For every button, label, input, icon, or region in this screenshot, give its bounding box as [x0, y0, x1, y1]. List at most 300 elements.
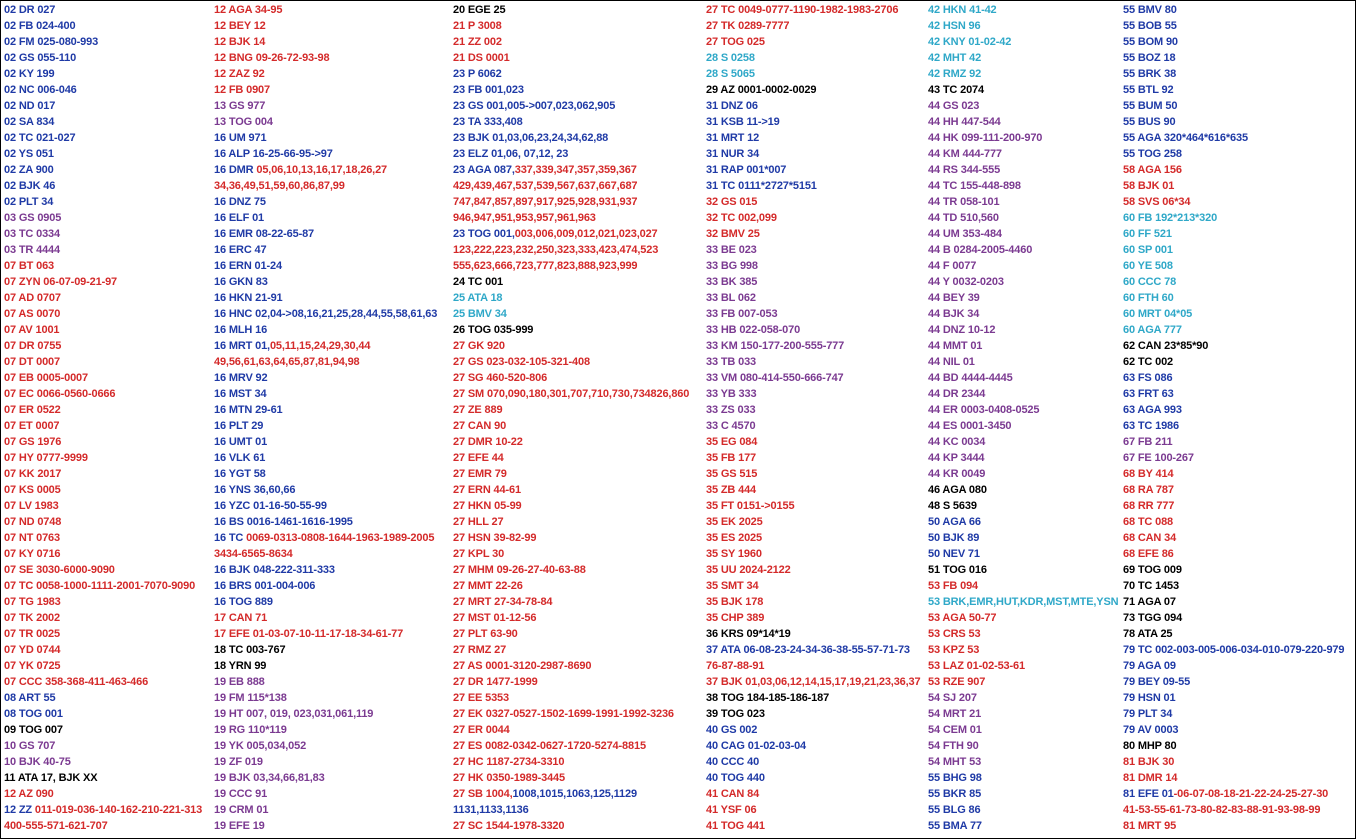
plate-text: 41-53-55-61-73-80-82-83-88-91-93-98-99: [1123, 804, 1321, 816]
plate-text: 3434-6565-8634: [214, 548, 293, 560]
plate-text: 07 ER 0522: [4, 404, 61, 416]
plate-text: 19 BJK 03,34,66,81,83: [214, 772, 325, 784]
plate-entry: [1123, 546, 1344, 562]
plate-entry: [1123, 338, 1344, 354]
plate-text: 02 FB 024-400: [4, 20, 76, 32]
plate-entry: [214, 434, 437, 450]
plate-entry: [214, 738, 437, 754]
plate-entry: [4, 98, 202, 114]
plate-text: 27 EE 5353: [453, 692, 509, 704]
plate-text: 23 BJK 01,03,06,23,24,34,62,88: [453, 132, 609, 144]
plate-entry: [4, 66, 202, 82]
plate-entry: [4, 354, 202, 370]
plate-entry: [1123, 194, 1344, 210]
plate-entry: [928, 370, 1118, 386]
plate-entry: [214, 146, 437, 162]
plate-entry: [4, 34, 202, 50]
plate-entry: [1123, 754, 1344, 770]
plate-text: 44 KP 3444: [928, 452, 985, 464]
plate-text: 44 UM 353-484: [928, 228, 1002, 240]
plate-text: 62 TC 002: [1123, 356, 1174, 368]
plate-text: 53 RZE 907: [928, 676, 986, 688]
plate-text: 63 AGA 993: [1123, 404, 1182, 416]
plate-text: 07 YK 0725: [4, 660, 61, 672]
plate-text: 35 GS 515: [706, 468, 758, 480]
plate-text: 07 ET 0007: [4, 420, 60, 432]
plate-text: 13 TOG 004: [214, 116, 273, 128]
plate-entry: [4, 754, 202, 770]
plate-entry: [214, 722, 437, 738]
plate-entry: [706, 98, 921, 114]
plate-text: 27 MHM 09-26-27-40-63-88: [453, 564, 586, 576]
plate-text: 19 ZF 019: [214, 756, 263, 768]
plate-text: 12 ZZ: [4, 804, 35, 816]
plate-text: 63 TC 1986: [1123, 420, 1179, 432]
plate-text: 55 BRK 38: [1123, 68, 1177, 80]
plate-entry: [214, 306, 437, 322]
plate-text: 05,06,10,13,16,17,18,26,27: [256, 164, 388, 176]
plate-entry: [4, 466, 202, 482]
plate-text: 23 ELZ 01,06, 07,12, 23: [453, 148, 569, 160]
plate-text: 44 HH 447-544: [928, 116, 1001, 128]
plate-entry: [706, 370, 921, 386]
plate-entry: [706, 18, 921, 34]
plate-entry: [214, 594, 437, 610]
plate-text: 13 GS 977: [214, 100, 266, 112]
plate-text: 337,339,347,357,359,367: [514, 164, 637, 176]
plate-text: 21 P 3008: [453, 20, 502, 32]
plate-text: 07 ND 0748: [4, 516, 62, 528]
plate-text: 60 FB 192*213*320: [1123, 212, 1218, 224]
plate-entry: [1123, 226, 1344, 242]
plate-entry: [1123, 98, 1344, 114]
plate-entry: [706, 722, 921, 738]
plate-text: 44 NIL 01: [928, 356, 975, 368]
plate-text: 02 GS 055-110: [4, 52, 77, 64]
plate-entry: [928, 818, 1118, 834]
plate-entry: [1123, 306, 1344, 322]
plate-entry: [1123, 66, 1344, 82]
plate-text: 27 HK 0350-1989-3445: [453, 772, 565, 784]
plate-entry: [214, 450, 437, 466]
plate-text: 63 FRT 63: [1123, 388, 1174, 400]
plate-entry: [928, 706, 1118, 722]
plate-text: 20 EGE 25: [453, 4, 506, 16]
plate-entry: [453, 786, 689, 802]
plate-text: 35 UU 2024-2122: [706, 564, 791, 576]
plate-entry: [1123, 418, 1344, 434]
plate-entry: [4, 530, 202, 546]
plate-entry: [453, 434, 689, 450]
plate-entry: [706, 594, 921, 610]
plate-entry: [706, 690, 921, 706]
plate-entry: [928, 594, 1118, 610]
plate-entry: [928, 194, 1118, 210]
plate-text: 50 NEV 71: [928, 548, 980, 560]
plate-entry: [706, 178, 921, 194]
plate-entry: [706, 162, 921, 178]
plate-entry: [453, 258, 689, 274]
plate-text: 54 MRT 21: [928, 708, 982, 720]
plate-entry: [4, 242, 202, 258]
plate-text: 41 TOG 441: [706, 820, 765, 832]
plate-entry: [4, 210, 202, 226]
plate-text: 44 MMT 01: [928, 340, 983, 352]
plate-text: 07 KK 2017: [4, 468, 62, 480]
plate-entry: [928, 274, 1118, 290]
plate-text: 08 ART 55: [4, 692, 56, 704]
plate-entry: [1123, 34, 1344, 50]
plate-text: 08 TOG 001: [4, 708, 63, 720]
plate-text: 51 TOG 016: [928, 564, 987, 576]
plate-text: 44 ER 0003-0408-0525: [928, 404, 1040, 416]
plate-entry: [1123, 738, 1344, 754]
plate-text: 16 HNC 02,04->08,16,21,25,28,44,55,58,61,63: [214, 308, 438, 320]
plate-entry: [706, 82, 921, 98]
plate-text: 31 TC 0111*2727*5151: [706, 180, 817, 192]
plate-text: 33 BE 023: [706, 244, 757, 256]
plate-text: 16 GKN 83: [214, 276, 268, 288]
plate-text: 81 EFE 01: [1123, 788, 1174, 800]
plate-entry: [4, 674, 202, 690]
plate-text: 23 P 6062: [453, 68, 502, 80]
plate-text: 55 BMV 80: [1123, 4, 1177, 16]
plate-entry: [928, 658, 1118, 674]
plate-text: 53 FB 094: [928, 580, 979, 592]
plate-entry: [1123, 706, 1344, 722]
plate-entry: [928, 66, 1118, 82]
plate-entry: [453, 178, 689, 194]
plate-text: 02 FM 025-080-993: [4, 36, 99, 48]
plate-entry: [928, 354, 1118, 370]
plate-text: 16 ELF 01: [214, 212, 265, 224]
plate-text: 55 BKR 85: [928, 788, 982, 800]
plate-entry: [453, 242, 689, 258]
plate-entry: [214, 34, 437, 50]
plate-entry: [1123, 786, 1344, 802]
plate-text: 46 AGA 080: [928, 484, 987, 496]
plate-entry: [706, 418, 921, 434]
plate-entry: [214, 226, 437, 242]
plate-text: 16 UM 971: [214, 132, 267, 144]
plate-entry: [453, 274, 689, 290]
plate-text: 60 FF 521: [1123, 228, 1172, 240]
plate-entry: [706, 754, 921, 770]
plate-text: 23 FB 001,023: [453, 84, 524, 96]
plate-entry: [928, 770, 1118, 786]
plate-entry: [928, 258, 1118, 274]
plate-entry: [4, 322, 202, 338]
plate-text: 27 AS 0001-3120-2987-8690: [453, 660, 592, 672]
plate-entry: [706, 738, 921, 754]
plate-text: 58 BJK 01: [1123, 180, 1175, 192]
plate-entry: [706, 770, 921, 786]
plate-text: 27 CAN 90: [453, 420, 507, 432]
plate-entry: [1123, 2, 1344, 18]
plate-entry: [4, 290, 202, 306]
plate-text: 53 BRK,EMR,HUT,KDR,MST,MTE,YSN: [928, 596, 1119, 608]
plate-text: 12 BNG 09-26-72-93-98: [214, 52, 330, 64]
plate-entry: [928, 114, 1118, 130]
plate-text: 53 CRS 53: [928, 628, 981, 640]
plate-entry: [706, 610, 921, 626]
plate-entry: [706, 642, 921, 658]
plate-text: 33 ZS 033: [706, 404, 756, 416]
plate-entry: [1123, 162, 1344, 178]
plate-entry: [453, 194, 689, 210]
plate-text: 40 TOG 440: [706, 772, 765, 784]
plate-text: 44 TD 510,560: [928, 212, 999, 224]
plate-entry: [4, 434, 202, 450]
plate-text: 19 RG 110*119: [214, 724, 287, 736]
plate-text: 27 HSN 39-82-99: [453, 532, 537, 544]
plate-column-2: [214, 2, 437, 834]
plate-text: 27 PLT 63-90: [453, 628, 518, 640]
plate-entry: [706, 498, 921, 514]
plate-text: 27 GS 023-032-105-321-408: [453, 356, 590, 368]
plate-entry: [214, 338, 437, 354]
plate-entry: [928, 226, 1118, 242]
plate-text: 02 ND 017: [4, 100, 56, 112]
plate-entry: [214, 786, 437, 802]
plate-text: 80 MHP 80: [1123, 740, 1177, 752]
plate-entry: [1123, 322, 1344, 338]
plate-text: 76-87-88-91: [706, 660, 765, 672]
plate-text: 55 BUS 90: [1123, 116, 1176, 128]
plate-entry: [453, 802, 689, 818]
plate-text: 68 RR 777: [1123, 500, 1175, 512]
plate-entry: [1123, 178, 1344, 194]
plate-text: 50 BJK 89: [928, 532, 980, 544]
plate-text: 07 KY 0716: [4, 548, 61, 560]
plate-text: 07 TK 2002: [4, 612, 60, 624]
plate-text: 27 MMT 22-26: [453, 580, 523, 592]
plate-text: 60 CCC 78: [1123, 276, 1177, 288]
plate-text: 79 AV 0003: [1123, 724, 1179, 736]
plate-entry: [928, 674, 1118, 690]
plate-text: 25 BMV 34: [453, 308, 507, 320]
plate-text: 35 FT 0151->0155: [706, 500, 795, 512]
plate-entry: [1123, 658, 1344, 674]
plate-entry: [453, 306, 689, 322]
plate-text: -06-07-08-18-21-22-24-25-27-30: [1173, 788, 1329, 800]
plate-entry: [4, 818, 202, 834]
plate-entry: [453, 402, 689, 418]
plate-text: 10 GS 707: [4, 740, 56, 752]
plate-text: 19 CCC 91: [214, 788, 268, 800]
plate-entry: [706, 2, 921, 18]
plate-entry: [453, 82, 689, 98]
plate-text: 33 FB 007-053: [706, 308, 778, 320]
plate-entry: [4, 594, 202, 610]
plate-text: 31 RAP 001*007: [706, 164, 787, 176]
plate-entry: [1123, 514, 1344, 530]
plate-entry: [706, 514, 921, 530]
plate-text: 02 PLT 34: [4, 196, 54, 208]
plate-text: 55 AGA 320*464*616*635: [1123, 132, 1248, 144]
plate-text: 02 ZA 900: [4, 164, 54, 176]
plate-entry: [706, 578, 921, 594]
plate-text: 35 EK 2025: [706, 516, 763, 528]
plate-entry: [706, 802, 921, 818]
plate-entry: [706, 50, 921, 66]
plate-text: 27 RMZ 27: [453, 644, 507, 656]
plate-text: 35 SY 1960: [706, 548, 762, 560]
plate-entry: [928, 82, 1118, 98]
plate-text: 81 DMR 14: [1123, 772, 1178, 784]
plate-entry: [706, 546, 921, 562]
plate-entry: [214, 258, 437, 274]
plate-text: 44 RS 344-555: [928, 164, 1001, 176]
plate-entry: [214, 610, 437, 626]
plate-text: 49,56,61,63,64,65,87,81,94,98: [214, 356, 360, 368]
plate-text: 011-019-036-140-162-210-221-313: [34, 804, 203, 816]
plate-entry: [453, 610, 689, 626]
plate-text: 16 MTN 29-61: [214, 404, 283, 416]
plate-entry: [706, 658, 921, 674]
plate-entry: [214, 802, 437, 818]
plate-entry: [214, 82, 437, 98]
plate-entry: [1123, 210, 1344, 226]
plate-entry: [928, 514, 1118, 530]
plate-entry: [453, 418, 689, 434]
plate-text: 68 EFE 86: [1123, 548, 1174, 560]
plate-entry: [928, 130, 1118, 146]
plate-text: 42 HSN 96: [928, 20, 981, 32]
plate-text: 41 YSF 06: [706, 804, 757, 816]
plate-entry: [928, 306, 1118, 322]
plate-text: 31 DNZ 06: [706, 100, 758, 112]
plate-text: 16 TOG 889: [214, 596, 273, 608]
plate-entry: [928, 210, 1118, 226]
plate-entry: [214, 354, 437, 370]
plate-text: 10 BJK 40-75: [4, 756, 71, 768]
plate-entry: [706, 786, 921, 802]
plate-entry: [928, 402, 1118, 418]
plate-text: 07 AD 0707: [4, 292, 61, 304]
plate-text: 24 TC 001: [453, 276, 504, 288]
plate-entry: [214, 130, 437, 146]
plate-text: 16 BJK 048-222-311-333: [214, 564, 335, 576]
plate-text: 07 LV 1983: [4, 500, 59, 512]
plate-entry: [453, 386, 689, 402]
plate-entry: [928, 178, 1118, 194]
plate-entry: [928, 18, 1118, 34]
plate-text: 79 TC 002-003-005-006-034-010-079-220-979: [1123, 644, 1345, 656]
plate-entry: [214, 322, 437, 338]
plate-entry: [928, 450, 1118, 466]
plate-entry: [214, 754, 437, 770]
plate-text: 31 KSB 11->19: [706, 116, 780, 128]
plate-entry: [453, 162, 689, 178]
plate-entry: [928, 690, 1118, 706]
plate-text: 16 MRT 01,: [214, 340, 270, 352]
plate-entry: [1123, 130, 1344, 146]
plate-entry: [706, 290, 921, 306]
plate-entry: [1123, 610, 1344, 626]
plate-text: 27 TOG 025: [706, 36, 765, 48]
plate-entry: [4, 498, 202, 514]
plate-text: 17 CAN 71: [214, 612, 268, 624]
plate-text: 35 FB 177: [706, 452, 757, 464]
plate-text: 12 BJK 14: [214, 36, 266, 48]
plate-text: 03 TR 4444: [4, 244, 60, 256]
plate-entry: [214, 562, 437, 578]
plate-entry: [4, 226, 202, 242]
plate-text: 27 HLL 27: [453, 516, 504, 528]
plate-text: 02 KY 199: [4, 68, 55, 80]
plate-text: 58 AGA 156: [1123, 164, 1182, 176]
plate-text: 07 AV 1001: [4, 324, 60, 336]
plate-text: 16 YZC 01-16-50-55-99: [214, 500, 327, 512]
plate-entry: [1123, 482, 1344, 498]
plate-entry: [1123, 466, 1344, 482]
plate-entry: [453, 706, 689, 722]
plate-entry: [706, 466, 921, 482]
plate-entry: [1123, 434, 1344, 450]
plate-text: 54 CEM 01: [928, 724, 982, 736]
plate-entry: [928, 738, 1118, 754]
plate-entry: [214, 178, 437, 194]
plate-entry: [928, 802, 1118, 818]
plate-text: 19 EB 888: [214, 676, 265, 688]
plate-text: 67 FE 100-267: [1123, 452, 1194, 464]
plate-entry: [453, 530, 689, 546]
plate-entry: [706, 34, 921, 50]
plate-text: 07 YD 0744: [4, 644, 61, 656]
plate-text: 73 TGG 094: [1123, 612, 1183, 624]
plate-entry: [453, 626, 689, 642]
plate-entry: [453, 594, 689, 610]
plate-text: 19 FM 115*138: [214, 692, 287, 704]
plate-text: 32 GS 015: [706, 196, 758, 208]
plate-text: 55 BHG 98: [928, 772, 982, 784]
plate-entry: [928, 322, 1118, 338]
plate-text: 400-555-571-621-707: [4, 820, 108, 832]
plate-text: 44 HK 099-111-200-970: [928, 132, 1043, 144]
plate-entry: [1123, 530, 1344, 546]
plate-entry: [706, 306, 921, 322]
plate-text: 07 EC 0066-0560-0666: [4, 388, 116, 400]
plate-entry: [214, 498, 437, 514]
plate-entry: [214, 162, 437, 178]
plate-entry: [1123, 258, 1344, 274]
plate-entry: [706, 706, 921, 722]
plate-entry: [214, 402, 437, 418]
plate-text: 16 EMR 08-22-65-87: [214, 228, 315, 240]
plate-text: 44 BD 4444-4445: [928, 372, 1013, 384]
plate-entry: [4, 18, 202, 34]
plate-column-4: [706, 2, 921, 834]
plate-text: 54 FTH 90: [928, 740, 979, 752]
plate-text: 07 CCC 358-368-411-463-466: [4, 676, 149, 688]
plate-text: 42 KNY 01-02-42: [928, 36, 1012, 48]
plate-entry: [453, 50, 689, 66]
plate-text: 55 TOG 258: [1123, 148, 1182, 160]
plate-text: 27 DMR 10-22: [453, 436, 523, 448]
plate-text: 33 C 4570: [706, 420, 756, 432]
plate-text: 16 YNS 36,60,66: [214, 484, 296, 496]
plate-text: 12 ZAZ 92: [214, 68, 265, 80]
plate-text: 44 BEY 39: [928, 292, 980, 304]
plate-entry: [706, 258, 921, 274]
plate-text: 44 F 0077: [928, 260, 977, 272]
plate-text: 1131,1133,1136: [453, 804, 529, 816]
plate-text: 07 BT 063: [4, 260, 55, 272]
plate-text: 60 AGA 777: [1123, 324, 1182, 336]
plate-text: 07 NT 0763: [4, 532, 60, 544]
plate-entry: [706, 434, 921, 450]
